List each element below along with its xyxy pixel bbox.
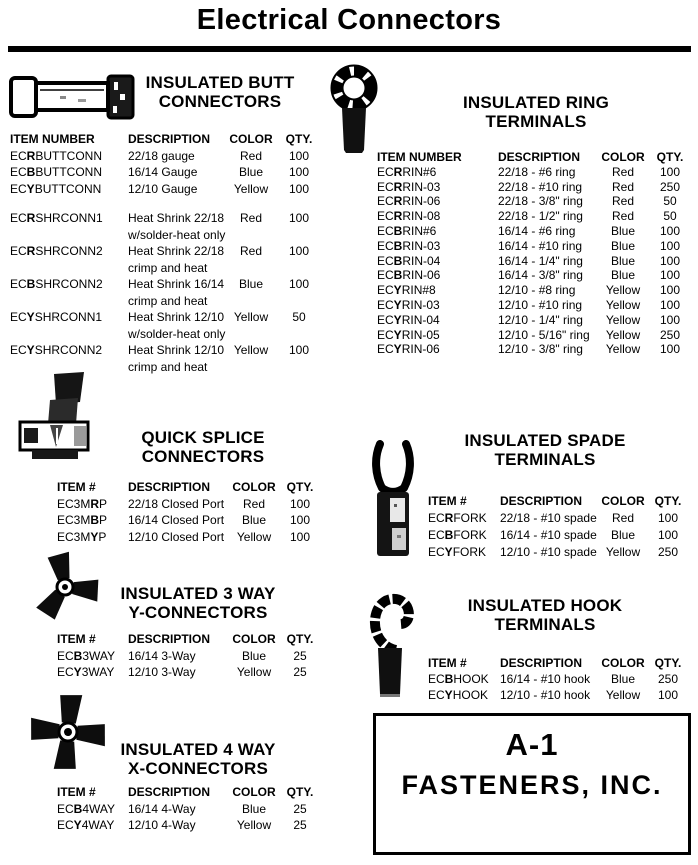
description: 16/14 4-Way: [128, 801, 196, 816]
item-number: ECYBUTTCONN: [10, 181, 102, 196]
item-color-code-letter: R: [26, 211, 36, 225]
description: 22/18 - #10 ring: [498, 179, 583, 194]
y-connector-icon: [26, 550, 104, 622]
table-row: [57, 648, 322, 665]
table-row: [377, 180, 692, 195]
description: 22/18 - 3/8" ring: [498, 194, 583, 209]
table-header-row: [428, 655, 690, 671]
quick-splice-connector-icon: [16, 372, 100, 468]
company-logo-box: [373, 713, 691, 855]
description: 16/14 Gauge: [128, 165, 198, 179]
item-number: ECYRIN#8: [377, 283, 436, 298]
item-color-code-letter: R: [26, 244, 36, 258]
section-heading-4way: [108, 740, 288, 778]
color-value: Yellow: [605, 283, 641, 298]
quantity-value: 100: [659, 283, 681, 298]
description: 22/18 - #10 spade: [500, 511, 597, 525]
quantity-value: 100: [659, 268, 681, 283]
description: Heat Shrink 22/18 crimp and heat: [128, 244, 225, 275]
item-number: ECBRIN#6: [377, 223, 437, 238]
description: 16/14 - #10 spade: [500, 528, 597, 542]
color-value: Blue: [241, 648, 267, 663]
color-value: Blue: [238, 165, 264, 179]
description: Heat Shrink 12/10 w/solder-heat only: [128, 310, 226, 341]
column-header: COLOR: [232, 480, 276, 494]
item-number: ECRRIN#6: [377, 164, 437, 179]
description: 12/10 - #10 hook: [500, 688, 591, 702]
quantity-value: 100: [288, 211, 310, 225]
table-row: [377, 194, 692, 209]
item-color-code-letter: Y: [393, 297, 402, 312]
description: 16/14 - #10 ring: [498, 238, 583, 253]
quantity-value: 100: [659, 223, 681, 238]
heading-line: INSULATED SPADE: [464, 431, 626, 450]
item-number: ECYRIN-04: [377, 312, 440, 327]
column-header: DESCRIPTION: [128, 785, 211, 799]
company-name-line1: A-1: [505, 727, 559, 762]
quantity-value: 100: [659, 312, 681, 327]
quantity-value: 100: [289, 496, 311, 511]
description-line2: crimp and heat: [128, 359, 208, 374]
heading-line: INSULATED 3 WAY: [120, 584, 276, 603]
table-row: [377, 254, 692, 269]
quantity-value: 25: [293, 648, 307, 663]
column-header: QTY.: [286, 480, 314, 494]
column-header: DESCRIPTION: [500, 656, 583, 670]
description: 22/18 - 1/2" ring: [498, 209, 583, 224]
column-header: QTY.: [286, 785, 314, 799]
color-value: Red: [239, 211, 262, 225]
item-number: ECYFORK: [428, 545, 487, 559]
item-color-code-letter: B: [73, 801, 83, 816]
item-color-code-letter: Y: [393, 312, 402, 327]
table-row: [10, 309, 321, 342]
description: 12/10 - 3/8" ring: [498, 342, 583, 357]
item-color-code-letter: Y: [26, 181, 35, 196]
color-value: Yellow: [605, 688, 641, 702]
table-row: [428, 510, 690, 527]
ring-terminals-table: [377, 150, 692, 357]
table-row: [377, 313, 692, 328]
item-number: EC3MRP: [57, 496, 108, 511]
table-row: [428, 544, 690, 561]
column-header: ITEM NUMBER: [10, 132, 95, 146]
color-value: Yellow: [236, 529, 272, 544]
quantity-value: 100: [288, 343, 310, 357]
quantity-value: 100: [288, 148, 310, 163]
column-header: DESCRIPTION: [128, 480, 211, 494]
section-heading-hook: [445, 596, 645, 634]
quantity-value: 100: [288, 181, 310, 196]
quantity-value: 100: [659, 164, 681, 179]
item-number: EC3MBP: [57, 513, 108, 527]
table-row: [377, 268, 692, 283]
quantity-value: 100: [288, 244, 310, 258]
item-color-code-letter: Y: [393, 327, 402, 342]
quantity-value: 100: [289, 513, 311, 527]
item-number: ECBRIN-03: [377, 238, 441, 253]
description-line2: w/solder-heat only: [128, 326, 226, 341]
table-row: [10, 243, 321, 276]
column-header: COLOR: [601, 656, 645, 670]
description: Heat Shrink 22/18 w/solder-heat only: [128, 211, 226, 242]
item-number: ECB4WAY: [57, 801, 116, 816]
spade-terminals-table: [428, 493, 690, 561]
heading-line: QUICK SPLICE: [141, 428, 265, 447]
color-value: Yellow: [233, 181, 269, 196]
description: 12/10 - #8 ring: [498, 283, 576, 298]
table-row: [10, 276, 321, 309]
quantity-value: 25: [293, 818, 307, 832]
item-color-code-letter: B: [26, 277, 36, 291]
description: 12/10 4-Way: [128, 818, 196, 832]
color-value: Yellow: [605, 545, 641, 559]
section-heading-quick-splice: [123, 428, 283, 466]
item-color-code-letter: Y: [444, 545, 453, 559]
quantity-value: 50: [663, 194, 677, 209]
table-row: [377, 283, 692, 298]
color-value: Blue: [241, 513, 267, 527]
color-value: Blue: [610, 223, 636, 238]
color-value: Red: [611, 164, 634, 179]
description-line2: w/solder-heat only: [128, 227, 226, 242]
item-number: ECYHOOK: [428, 688, 489, 702]
table-row: [10, 181, 321, 198]
item-number: ECYRIN-06: [377, 342, 440, 357]
table-row: [377, 328, 692, 343]
column-header: DESCRIPTION: [498, 150, 581, 164]
description: 16/14 Closed Port: [128, 513, 225, 527]
item-color-code-letter: B: [90, 513, 100, 527]
item-color-code-letter: Y: [26, 310, 35, 324]
item-number: ECBFORK: [428, 528, 487, 542]
table-header-row: [57, 479, 322, 496]
ring-terminal-icon: [328, 62, 380, 154]
description: 12/10 Gauge: [128, 181, 198, 196]
color-value: Yellow: [236, 665, 272, 679]
item-number: ECYSHRCONN1: [10, 310, 103, 324]
heading-line: CONNECTORS: [141, 447, 265, 466]
item-number: ECYSHRCONN2: [10, 343, 103, 357]
column-header: ITEM NUMBER: [377, 150, 462, 164]
color-value: Red: [611, 209, 634, 224]
column-header: QTY.: [654, 656, 682, 670]
color-value: Blue: [610, 268, 636, 283]
quantity-value: 250: [659, 179, 681, 194]
quantity-value: 250: [657, 672, 679, 686]
heading-line: TERMINALS: [494, 615, 596, 634]
table-row: [377, 209, 692, 224]
item-color-code-letter: B: [26, 165, 36, 179]
item-color-code-letter: R: [393, 179, 403, 194]
item-number: ECRRIN-03: [377, 179, 441, 194]
item-number: ECRFORK: [428, 511, 487, 525]
table-row: [10, 342, 321, 375]
description: 16/14 - #10 hook: [500, 672, 591, 686]
item-number: ECYRIN-05: [377, 327, 440, 342]
description: 16/14 - #6 ring: [498, 223, 576, 238]
company-name-line2: FASTENERS, INC.: [401, 770, 663, 800]
item-number: ECRBUTTCONN: [10, 148, 103, 163]
item-color-code-letter: R: [26, 148, 36, 163]
item-color-code-letter: B: [444, 672, 454, 686]
description: 22/18 Closed Port: [128, 496, 225, 511]
table-header-row: [10, 131, 321, 148]
description: 12/10 - #10 spade: [500, 545, 597, 559]
color-value: Yellow: [233, 343, 269, 357]
table-header-row: [57, 631, 322, 648]
description: 12/10 Closed Port: [128, 529, 225, 544]
table-header-row: [428, 493, 690, 510]
color-value: Red: [242, 496, 265, 511]
table-row: [377, 239, 692, 254]
table-row: [57, 512, 322, 529]
color-value: Blue: [610, 253, 636, 268]
color-value: Blue: [238, 277, 264, 291]
table-header-row: [57, 784, 322, 801]
color-value: Blue: [610, 528, 636, 542]
column-header: DESCRIPTION: [500, 494, 583, 508]
item-color-code-letter: R: [90, 496, 100, 511]
x-connectors-table: [57, 784, 322, 834]
quantity-value: 250: [659, 327, 681, 342]
item-color-code-letter: R: [393, 209, 403, 224]
heading-line: Y-CONNECTORS: [128, 603, 268, 622]
description: 16/14 - 3/8" ring: [498, 268, 583, 283]
quantity-value: 250: [657, 545, 679, 559]
description: 12/10 - 5/16" ring: [498, 327, 590, 342]
quantity-value: 100: [657, 511, 679, 525]
table-row: [377, 298, 692, 313]
butt-connectors-table: [10, 131, 321, 375]
description-line2: crimp and heat: [128, 293, 208, 308]
quantity-value: 100: [659, 238, 681, 253]
column-header: COLOR: [232, 632, 276, 646]
item-number: ECYRIN-03: [377, 297, 440, 312]
heading-line: INSULATED BUTT: [145, 73, 295, 92]
item-color-code-letter: R: [444, 511, 454, 525]
heading-line: INSULATED 4 WAY: [120, 740, 276, 759]
quantity-value: 100: [659, 297, 681, 312]
color-value: Red: [611, 179, 634, 194]
color-value: Yellow: [605, 342, 641, 357]
table-row: [57, 801, 322, 818]
section-heading-spade: [445, 431, 645, 469]
quantity-value: 100: [657, 528, 679, 542]
item-number: ECBSHRCONN2: [10, 277, 103, 291]
column-header: COLOR: [601, 150, 645, 164]
heading-line: INSULATED HOOK: [467, 596, 623, 615]
item-color-code-letter: B: [444, 528, 454, 542]
item-number: ECBHOOK: [428, 672, 489, 686]
color-value: Red: [611, 194, 634, 209]
column-header: ITEM #: [57, 480, 96, 494]
color-value: Red: [611, 511, 634, 525]
item-color-code-letter: Y: [73, 818, 82, 832]
description-line2: crimp and heat: [128, 260, 208, 275]
item-color-code-letter: Y: [393, 283, 402, 298]
item-color-code-letter: R: [393, 164, 403, 179]
column-header: COLOR: [229, 132, 273, 146]
hook-terminals-table: [428, 655, 690, 703]
description: 22/18 gauge: [128, 148, 195, 163]
item-number: ECRRIN-06: [377, 194, 441, 209]
section-heading-ring: [430, 93, 642, 131]
heading-line: X-CONNECTORS: [128, 759, 268, 778]
y-connectors-table: [57, 631, 322, 681]
description: 12/10 3-Way: [128, 665, 196, 679]
color-value: Yellow: [233, 310, 269, 324]
description: Heat Shrink 16/14 crimp and heat: [128, 277, 225, 308]
table-row: [10, 148, 321, 165]
description: 12/10 - 1/4" ring: [498, 312, 583, 327]
item-number: ECB3WAY: [57, 648, 116, 663]
quantity-value: 100: [289, 529, 311, 544]
table-row: [10, 210, 321, 243]
column-header: ITEM #: [428, 656, 467, 670]
item-number: ECRRIN-08: [377, 209, 441, 224]
item-color-code-letter: R: [393, 194, 403, 209]
quantity-value: 100: [657, 688, 679, 702]
quantity-value: 100: [288, 165, 310, 179]
item-number: ECY3WAY: [57, 665, 115, 679]
item-color-code-letter: Y: [26, 343, 35, 357]
item-number: ECRSHRCONN2: [10, 244, 103, 258]
table-row: [377, 165, 692, 180]
item-color-code-letter: Y: [90, 529, 99, 544]
table-row: [428, 527, 690, 544]
description: 16/14 - 1/4" ring: [498, 253, 583, 268]
table-row: [57, 496, 322, 513]
column-header: COLOR: [601, 494, 645, 508]
section-heading-3way: [108, 584, 288, 622]
quantity-value: 100: [659, 342, 681, 357]
item-number: EC3MYP: [57, 529, 107, 544]
item-number: ECY4WAY: [57, 818, 115, 832]
color-value: Blue: [241, 801, 267, 816]
table-row: [10, 164, 321, 181]
quantity-value: 25: [293, 665, 307, 679]
column-header: ITEM #: [428, 494, 467, 508]
heading-line: CONNECTORS: [158, 92, 282, 111]
table-row: [57, 817, 322, 834]
page-title: Electrical Connectors: [196, 4, 502, 36]
x-connector-icon: [22, 690, 114, 776]
column-header: COLOR: [232, 785, 276, 799]
heading-line: TERMINALS: [494, 450, 596, 469]
color-value: Yellow: [605, 327, 641, 342]
color-value: Yellow: [236, 818, 272, 832]
item-color-code-letter: B: [393, 268, 403, 283]
table-row: [377, 224, 692, 239]
table-row: [377, 342, 692, 357]
column-header: QTY.: [656, 150, 684, 164]
item-number: ECBBUTTCONN: [10, 165, 103, 179]
butt-connector-icon: [8, 68, 136, 126]
item-color-code-letter: B: [73, 648, 83, 663]
quantity-value: 50: [663, 209, 677, 224]
column-header: ITEM #: [57, 632, 96, 646]
column-header: QTY.: [654, 494, 682, 508]
color-value: Red: [239, 148, 262, 163]
table-header-row: [377, 150, 692, 165]
column-header: DESCRIPTION: [128, 632, 211, 646]
item-color-code-letter: Y: [73, 665, 82, 679]
table-row: [57, 664, 322, 681]
spade-terminal-icon: [368, 440, 418, 560]
description: 12/10 - #10 ring: [498, 297, 583, 312]
description: 16/14 3-Way: [128, 648, 196, 663]
section-heading-butt: [130, 73, 310, 111]
hook-terminal-icon: [366, 592, 414, 700]
quantity-value: 100: [659, 253, 681, 268]
column-header: ITEM #: [57, 785, 96, 799]
description: 22/18 - #6 ring: [498, 164, 576, 179]
item-number: ECBRIN-04: [377, 253, 441, 268]
column-header: DESCRIPTION: [128, 132, 211, 146]
color-value: Red: [239, 244, 262, 258]
heading-line: TERMINALS: [485, 112, 587, 131]
item-color-code-letter: B: [393, 238, 403, 253]
quantity-value: 25: [293, 801, 307, 816]
table-row: [57, 529, 322, 546]
item-number: ECBRIN-06: [377, 268, 441, 283]
quick-splice-table: [57, 479, 322, 545]
column-header: QTY.: [285, 132, 313, 146]
item-color-code-letter: Y: [393, 342, 402, 357]
item-number: ECRSHRCONN1: [10, 211, 103, 225]
item-color-code-letter: B: [393, 253, 403, 268]
color-value: Yellow: [605, 312, 641, 327]
item-color-code-letter: B: [393, 223, 403, 238]
column-header: QTY.: [286, 632, 314, 646]
color-value: Blue: [610, 672, 636, 686]
color-value: Blue: [610, 238, 636, 253]
title-divider: [8, 46, 691, 52]
quantity-value: 50: [292, 310, 306, 324]
item-color-code-letter: Y: [444, 688, 453, 702]
table-row: [428, 687, 690, 703]
description: Heat Shrink 12/10 crimp and heat: [128, 343, 225, 374]
color-value: Yellow: [605, 297, 641, 312]
heading-line: INSULATED RING: [462, 93, 610, 112]
table-row: [428, 671, 690, 687]
quantity-value: 100: [288, 277, 310, 291]
